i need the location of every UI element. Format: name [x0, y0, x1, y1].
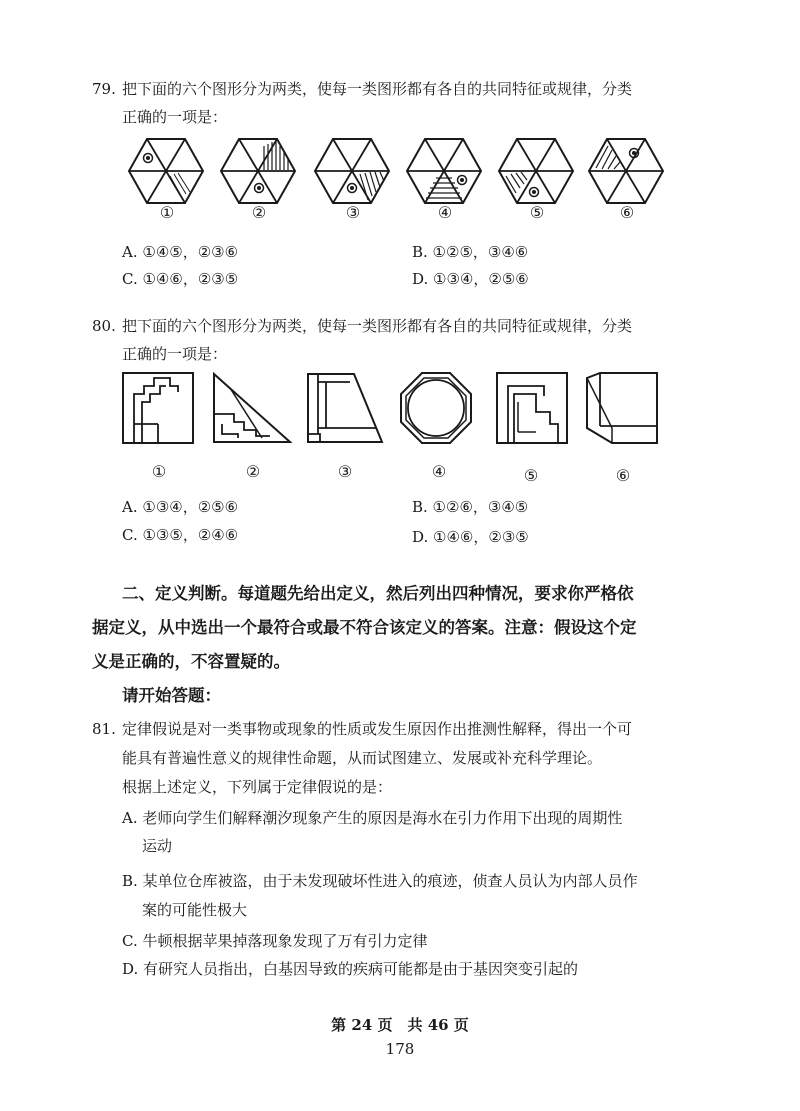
- q80-label-5: ⑤: [523, 466, 539, 485]
- q81-option-a-line2: 运动: [142, 837, 173, 855]
- page-number: 178: [385, 1040, 415, 1058]
- q81-number: 81.: [92, 720, 116, 738]
- q79-figure-1: [128, 138, 204, 204]
- q79-figure-3: [314, 138, 390, 204]
- q80-figure-2: [212, 372, 292, 444]
- q79-option-c: C. ①④⑥，②③⑤: [122, 270, 239, 288]
- q81-option-a-line1: A. 老师向学生们解释潮汐现象产生的原因是海水在引力作用下出现的周期性: [122, 809, 623, 827]
- q79-label-4: ④: [437, 203, 453, 222]
- q80-figure-5: [496, 372, 568, 444]
- section-heading-line1: 二、定义判断。每道题先给出定义，然后列出四种情况，要求你严格依: [122, 584, 634, 603]
- q79-stem-line2: 正确的一项是：: [122, 108, 228, 126]
- q79-option-b: B. ①②⑤，③④⑥: [412, 243, 529, 261]
- q80-label-3: ③: [337, 462, 353, 481]
- q79-label-5: ⑤: [529, 203, 545, 222]
- section-heading-line3: 义是正确的，不容置疑的。: [92, 652, 290, 671]
- q80-label-4: ④: [431, 462, 447, 481]
- q80-option-d: D. ①④⑥，②③⑤: [412, 528, 529, 546]
- q81-option-b-line1: B. 某单位仓库被盗，由于未发现破坏性进入的痕迹，侦查人员认为内部人员作: [122, 872, 638, 890]
- q79-figure-6: [588, 138, 664, 204]
- q79-option-a: A. ①④⑤，②③⑥: [122, 243, 239, 261]
- q80-figure-1: [122, 372, 194, 444]
- q80-label-2: ②: [245, 462, 261, 481]
- q79-figure-2: [220, 138, 296, 204]
- q80-label-6: ⑥: [615, 466, 631, 485]
- q79-label-6: ⑥: [619, 203, 635, 222]
- q79-figure-4: [406, 138, 482, 204]
- q79-number: 79.: [92, 80, 116, 98]
- q80-option-a: A. ①③④，②⑤⑥: [122, 498, 239, 516]
- q80-stem-line1: 把下面的六个图形分为两类，使每一类图形都有各自的共同特征或规律，分类: [122, 317, 633, 335]
- q79-figure-5: [498, 138, 574, 204]
- q81-option-b-line2: 案的可能性极大: [142, 901, 248, 919]
- q79-label-2: ②: [251, 203, 267, 222]
- q80-figure-6: [586, 372, 658, 444]
- q80-option-c: C. ①③⑤，②④⑥: [122, 526, 239, 544]
- q81-stem-line1: 定律假说是对一类事物或现象的性质或发生原因作出推测性解释，得出一个可: [122, 720, 633, 738]
- q79-option-d: D. ①③④，②⑤⑥: [412, 270, 529, 288]
- q79-label-3: ③: [345, 203, 361, 222]
- q81-stem-line2: 能具有普遍性意义的规律性命题，从而试图建立、发展或补充科学理论。: [122, 749, 603, 767]
- section-start-label: 请开始答题：: [122, 686, 221, 705]
- q80-option-b: B. ①②⑥，③④⑤: [412, 498, 529, 516]
- q80-number: 80.: [92, 317, 116, 335]
- q80-stem-line2: 正确的一项是：: [122, 345, 228, 363]
- q81-option-d: D. 有研究人员指出，白基因导致的疾病可能都是由于基因突变引起的: [122, 960, 579, 978]
- q80-label-1: ①: [151, 462, 167, 481]
- section-heading-line2: 据定义，从中选出一个最符合或最不符合该定义的答案。注意：假设这个定: [92, 618, 637, 637]
- q81-stem-line3: 根据上述定义，下列属于定律假说的是：: [122, 778, 393, 796]
- q81-option-c: C. 牛顿根据苹果掉落现象发现了万有引力定律: [122, 932, 428, 950]
- q80-figure-3: [306, 372, 384, 444]
- q79-label-1: ①: [159, 203, 175, 222]
- q79-stem-line1: 把下面的六个图形分为两类，使每一类图形都有各自的共同特征或规律，分类: [122, 80, 633, 98]
- page-indicator: 第 24 页 共 46 页: [331, 1016, 469, 1034]
- q80-figure-4: [400, 372, 472, 444]
